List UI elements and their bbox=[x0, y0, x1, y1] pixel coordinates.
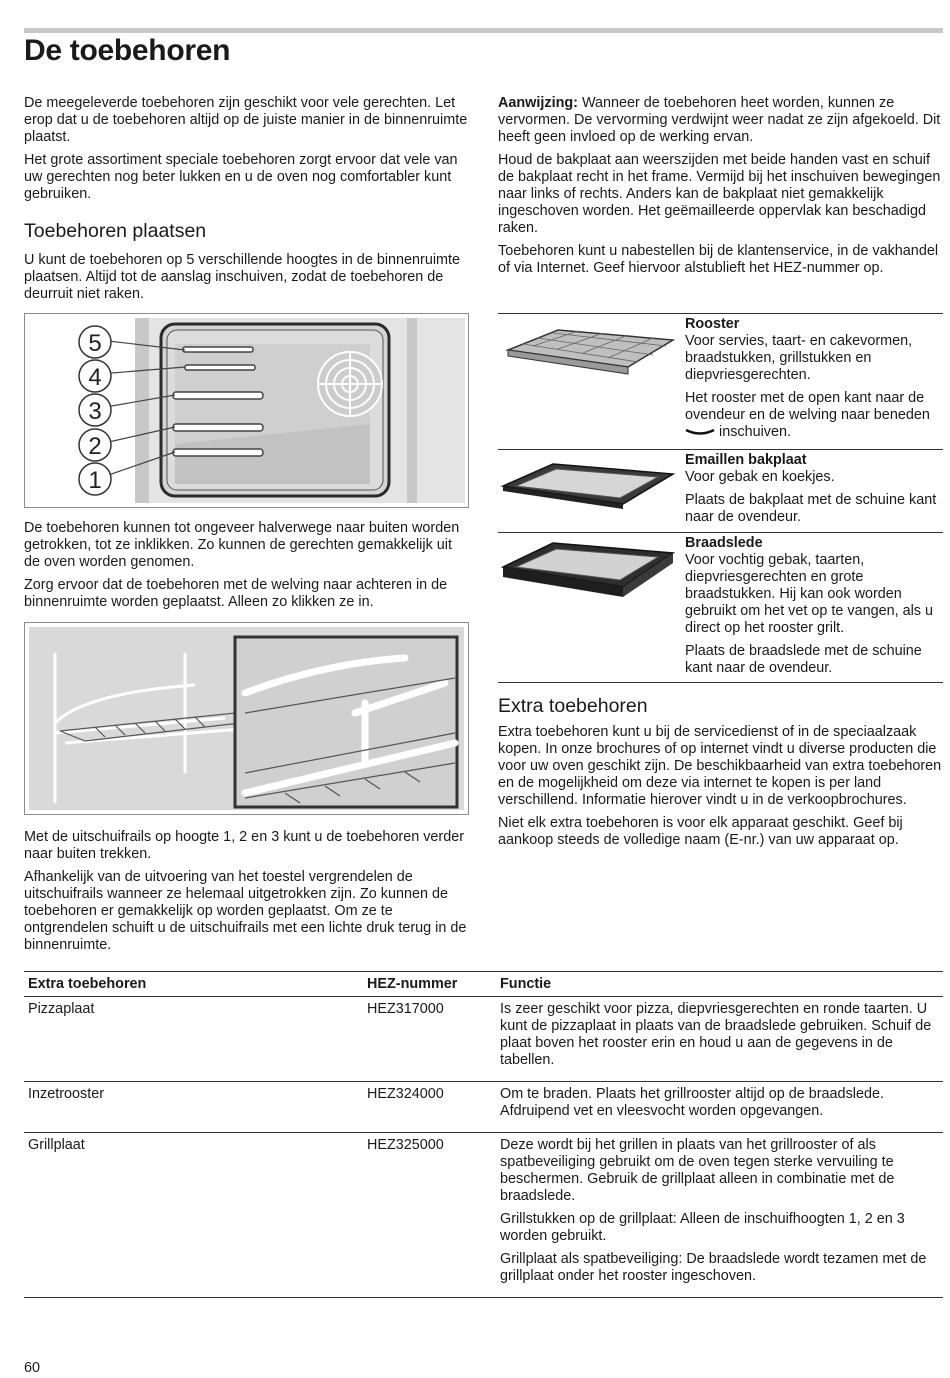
baking-tray-paragraph: Houd de bakplaat aan weerszijden met beide handen vast en schuif de bakplaat recht in het frame. Vermijd bij het inschuiven bewegingen naar links of rechts. Anders kan de bakplaat niet gemakkelijk ingeschoven worden. Het geëmailleerde oppervlak kan beschadigd raken. bbox=[498, 152, 941, 236]
table-cell-hez: HEZ317000 bbox=[363, 997, 496, 1082]
accessory-emaillen-bakplaat bbox=[498, 449, 943, 533]
table-cell-hez: HEZ325000 bbox=[363, 1133, 496, 1298]
accessory-name: Emaillen bakplaat bbox=[685, 452, 807, 468]
rack-detail-figure bbox=[24, 622, 469, 815]
place-paragraph: U kunt de toebehoren op 5 verschillende hoogtes in de binnenruimte plaatsen. Altijd tot de aanslag inschuiven, zodat de toebehoren de deurruit niet raken. bbox=[24, 252, 461, 302]
function-text: Grillplaat als spatbeveiliging: De braadslede wordt tezamen met de grillplaat onder het rooster ingeschoven. bbox=[500, 1251, 927, 1284]
table-header-cell: Extra toebehoren bbox=[24, 972, 363, 997]
accessory-extra: Plaats de bakplaat met de schuine kant naar de ovendeur. bbox=[685, 492, 937, 525]
table-cell-hez: HEZ324000 bbox=[363, 1082, 496, 1133]
accessory-extra-before: Het rooster met de open kant naar de ovendeur en de welving naar beneden bbox=[685, 390, 930, 423]
function-text: Is zeer geschikt voor pizza, diepvriesgerechten en ronde taarten. U kunt de pizzaplaat in plaats van de braadslede gebruiken. Schuif de plaat boven het rooster erin en houd u aan de gegevens in de tabellen. bbox=[500, 1001, 932, 1068]
accessory-bakplaat-text bbox=[685, 452, 943, 532]
heading-toebehoren-plaatsen: Toebehoren plaatsen bbox=[24, 220, 207, 242]
page-number: 60 bbox=[24, 1360, 41, 1376]
page-title: De toebehoren bbox=[24, 34, 231, 67]
rack-level-label: 4 bbox=[88, 364, 102, 391]
rails-text bbox=[24, 829, 469, 960]
extra-paragraph-2: Niet elk extra toebehoren is voor elk apparaat geschikt. Geef bij aankoop steeds de volledige naam (E-nr.) van uw apparaat op. bbox=[498, 815, 903, 848]
table-cell-name: Pizzaplaat bbox=[24, 997, 363, 1082]
oven-levels-illustration bbox=[25, 314, 468, 507]
note-paragraph bbox=[498, 95, 943, 146]
rack-level-label: 1 bbox=[88, 467, 102, 494]
table-row bbox=[24, 1133, 943, 1298]
intro-paragraph-1: De meegeleverde toebehoren zijn geschikt voor vele gerechten. Let erop dat u de toebehoren altijd op de juiste manier in de binnenruimte plaatst. bbox=[24, 95, 468, 145]
rails-paragraph-1: Met de uitschuifrails op hoogte 1, 2 en 3 kunt u de toebehoren verder naar buiten trekken. bbox=[24, 829, 465, 862]
accessory-braadslede-text bbox=[685, 535, 943, 683]
table-cell-function bbox=[496, 1082, 943, 1133]
accessory-desc: Voor servies, taart- en cakevormen, braadstukken, grillstukken en diepvriesgerechten. bbox=[685, 333, 913, 383]
table-header-row bbox=[24, 972, 943, 997]
table-header-cell: Functie bbox=[496, 972, 943, 997]
accessory-divider bbox=[498, 682, 943, 683]
pull-paragraph-1: De toebehoren kunnen tot ongeveer halverwege naar buiten worden getrokken, tot ze inklikken. Zo kunnen de gerechten gemakkelijk uit de oven worden genomen. bbox=[24, 520, 460, 570]
extra-paragraph-1: Extra toebehoren kunt u bij de servicedienst of in de speciaalzaak kopen. In onze brochures of op internet vindt u diverse producten die voor uw oven geschikt zijn. De beschikbaarheid van extra toebehoren en de mogelijkheid om deze via internet te kopen is per land verschillend. Informatie hierover vindt u in de verkoopbrochures. bbox=[498, 724, 942, 808]
accessory-name: Rooster bbox=[685, 316, 740, 332]
notes-text bbox=[498, 95, 943, 283]
accessory-rooster bbox=[498, 313, 943, 449]
intro-paragraph-2: Het grote assortiment speciale toebehoren zorgt ervoor dat vele van uw gerechten nog beter lukken en u de oven nog comfortabler kunt gebruiken. bbox=[24, 152, 458, 202]
accessory-extra bbox=[685, 390, 943, 441]
intro-text bbox=[24, 95, 469, 209]
accessory-rooster-text bbox=[685, 316, 943, 447]
heading-extra-toebehoren: Extra toebehoren bbox=[498, 695, 648, 717]
order-paragraph: Toebehoren kunt u nabestellen bij de klantenservice, in de vakhandel of via Internet. Geef hiervoor alstublieft het HEZ-nummer op. bbox=[498, 243, 939, 276]
rack-level-label: 2 bbox=[88, 433, 102, 460]
place-text bbox=[24, 252, 469, 309]
table-row bbox=[24, 997, 943, 1082]
rack-level-label: 3 bbox=[88, 398, 102, 425]
extra-text bbox=[498, 724, 943, 855]
pull-paragraph-2: Zorg ervoor dat de toebehoren met de welving naar achteren in de binnenruimte worden geplaatst. Alleen zo klikken ze in. bbox=[24, 577, 448, 610]
extra-accessories-table bbox=[24, 971, 943, 1298]
fan-icon bbox=[318, 352, 382, 416]
table-cell-function bbox=[496, 1133, 943, 1298]
rack-level-label: 5 bbox=[88, 330, 102, 357]
roasting-pan-icon bbox=[498, 537, 678, 612]
wire-rack-icon bbox=[498, 322, 678, 392]
header-rule bbox=[24, 28, 943, 33]
accessory-braadslede bbox=[498, 532, 943, 683]
function-text: Deze wordt bij het grillen in plaats van het grillrooster of als spatbeveiliging gebruikt om de oven tegen sterke vervuiling te beschermen. Gebruik de grillplaat alleen in combinatie met de braadslede. bbox=[500, 1137, 895, 1204]
note-label: Aanwijzing: bbox=[498, 95, 578, 111]
curve-down-icon bbox=[685, 427, 715, 437]
baking-tray-icon bbox=[498, 456, 678, 526]
accessory-desc: Voor gebak en koekjes. bbox=[685, 469, 835, 485]
rack-detail-illustration bbox=[25, 623, 468, 814]
note-text: Wanneer de toebehoren heet worden, kunnen ze vervormen. De vervorming verdwijnt weer nadat ze zijn afgekoeld. Dit heeft geen invloed op de werking ervan. bbox=[498, 95, 941, 145]
table-cell-function bbox=[496, 997, 943, 1082]
table-header-cell: HEZ-nummer bbox=[363, 972, 496, 997]
pull-text bbox=[24, 520, 469, 617]
table-cell-name: Grillplaat bbox=[24, 1133, 363, 1298]
accessory-extra-after: inschuiven. bbox=[715, 424, 791, 440]
table-row bbox=[24, 1082, 943, 1133]
function-text: Grillstukken op de grillplaat: Alleen de inschuifhoogten 1, 2 en 3 worden gebruikt. bbox=[500, 1211, 905, 1244]
accessory-desc: Voor vochtig gebak, taarten, diepvriesgerechten en grote braadstukken. Hij kan ook worden gebruikt om het vet op te vangen, als u direct op het rooster grilt. bbox=[685, 552, 933, 636]
oven-levels-figure bbox=[24, 313, 469, 508]
accessory-name: Braadslede bbox=[685, 535, 763, 551]
accessory-extra: Plaats de braadslede met de schuine kant naar de ovendeur. bbox=[685, 643, 922, 676]
function-text: Om te braden. Plaats het grillrooster altijd op de braadslede. Afdruipend vet en vleesvocht worden opgevangen. bbox=[500, 1086, 884, 1119]
table-cell-name: Inzetrooster bbox=[24, 1082, 363, 1133]
rails-paragraph-2: Afhankelijk van de uitvoering van het toestel vergrendelen de uitschuifrails wanneer ze helemaal uitgetrokken zijn. Zo kunnen de toebehoren er gemakkelijk op worden geplaatst. Om ze te ontgrendelen schuift u de uitschuifrails met een lichte druk terug in de binnenruimte. bbox=[24, 869, 467, 953]
